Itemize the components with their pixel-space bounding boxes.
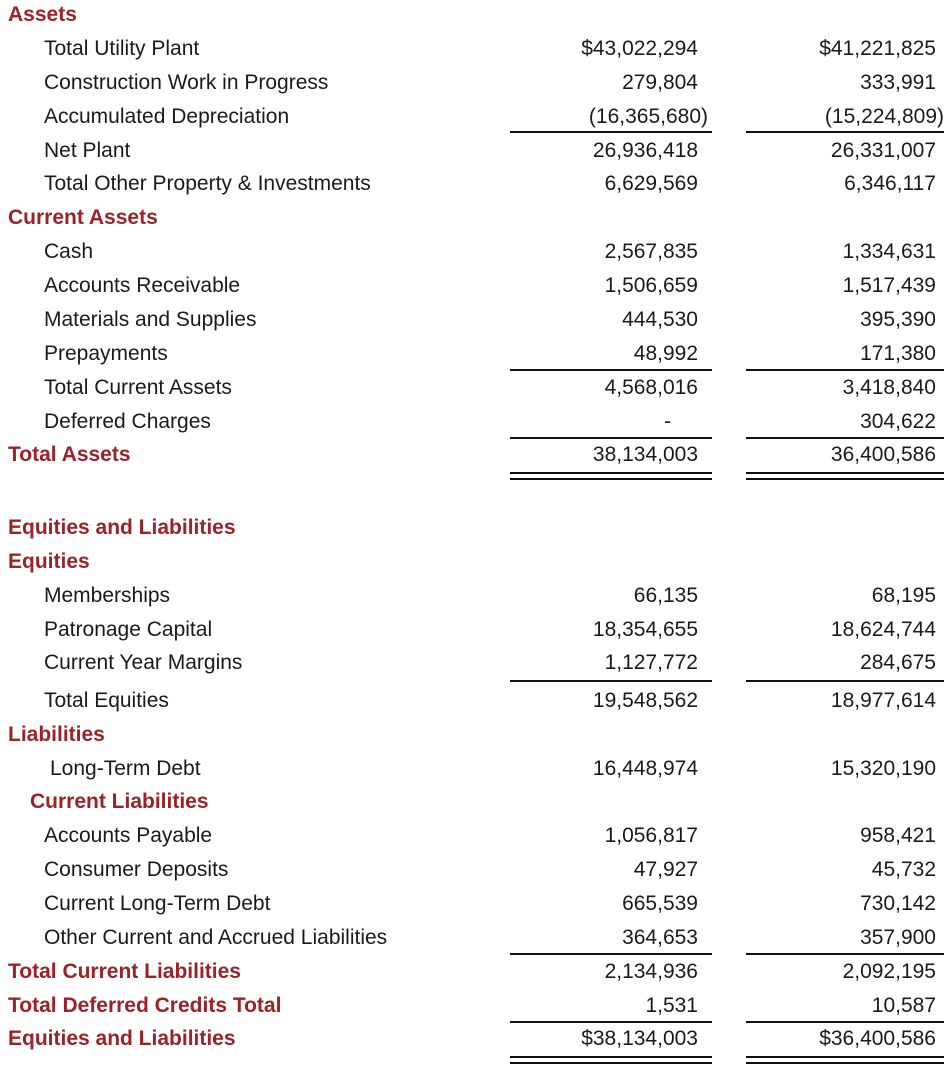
row-label: Total Assets bbox=[8, 443, 131, 466]
section-heading-liabilities bbox=[0, 718, 950, 752]
value-current-year: 665,539 bbox=[622, 892, 698, 915]
row-label: Liabilities bbox=[8, 723, 105, 746]
value-current-year: 16,448,974 bbox=[592, 757, 698, 780]
value-current-year: (16,365,680) bbox=[588, 105, 708, 128]
table-row bbox=[0, 371, 950, 405]
total-double-rule bbox=[510, 472, 712, 480]
value-current-year: 6,629,569 bbox=[604, 172, 698, 195]
value-prior-year: 36,400,586 bbox=[830, 443, 936, 466]
value-current-year: 18,354,655 bbox=[592, 618, 698, 641]
row-label: Deferred Charges bbox=[44, 410, 211, 433]
value-prior-year: $36,400,586 bbox=[819, 1027, 936, 1050]
value-current-year: 1,531 bbox=[645, 994, 698, 1017]
table-row bbox=[0, 579, 950, 613]
total-row bbox=[0, 438, 950, 472]
row-label: Current Assets bbox=[8, 206, 158, 229]
section-heading-assets bbox=[0, 0, 950, 32]
value-prior-year: 730,142 bbox=[860, 892, 936, 915]
section-heading-current-liabilities bbox=[0, 785, 950, 819]
table-row bbox=[0, 235, 950, 269]
value-prior-year: 18,977,614 bbox=[830, 689, 936, 712]
value-prior-year: $41,221,825 bbox=[819, 37, 936, 60]
table-row bbox=[0, 819, 950, 853]
row-label: Prepayments bbox=[44, 342, 168, 365]
value-current-year: $43,022,294 bbox=[581, 37, 698, 60]
value-prior-year: 333,991 bbox=[860, 71, 936, 94]
row-label: Total Deferred Credits Total bbox=[8, 994, 282, 1017]
value-prior-year: 171,380 bbox=[860, 342, 936, 365]
row-label: Total Utility Plant bbox=[44, 37, 200, 60]
total-double-rule bbox=[510, 1056, 712, 1064]
row-label: Current Year Margins bbox=[44, 651, 243, 674]
section-heading-equities-liabilities bbox=[0, 511, 950, 545]
value-prior-year: 284,675 bbox=[860, 651, 936, 674]
value-prior-year: 1,334,631 bbox=[842, 240, 936, 263]
table-row bbox=[0, 167, 950, 201]
total-double-rule bbox=[746, 1056, 944, 1064]
row-label: Construction Work in Progress bbox=[44, 71, 329, 94]
total-row bbox=[0, 989, 950, 1023]
row-label: Long-Term Debt bbox=[50, 757, 201, 780]
table-row bbox=[0, 405, 950, 439]
total-row bbox=[0, 955, 950, 989]
value-current-year: 2,567,835 bbox=[604, 240, 698, 263]
table-row bbox=[0, 887, 950, 921]
value-prior-year: 1,517,439 bbox=[842, 274, 936, 297]
value-prior-year: 26,331,007 bbox=[830, 139, 936, 162]
table-row bbox=[0, 134, 950, 168]
value-prior-year: 15,320,190 bbox=[830, 757, 936, 780]
subtotal-rule bbox=[510, 680, 712, 682]
row-label: Materials and Supplies bbox=[44, 308, 257, 331]
subtotal-rule bbox=[746, 131, 944, 133]
total-row bbox=[0, 1022, 950, 1056]
table-row bbox=[0, 752, 950, 786]
subtotal-rule bbox=[510, 131, 712, 133]
value-current-year: 2,134,936 bbox=[604, 960, 698, 983]
value-prior-year: 10,587 bbox=[871, 994, 936, 1017]
table-row bbox=[0, 337, 950, 371]
table-row bbox=[0, 32, 950, 66]
value-prior-year: 2,092,195 bbox=[842, 960, 936, 983]
value-current-year: - bbox=[664, 410, 671, 433]
row-label: Assets bbox=[8, 3, 77, 26]
section-heading-current-assets bbox=[0, 201, 950, 235]
value-current-year: 19,548,562 bbox=[592, 689, 698, 712]
row-label: Net Plant bbox=[44, 139, 131, 162]
table-row bbox=[0, 269, 950, 303]
value-prior-year: 68,195 bbox=[871, 584, 936, 607]
value-prior-year: 6,346,117 bbox=[844, 172, 936, 195]
table-row bbox=[0, 613, 950, 647]
value-current-year: 1,506,659 bbox=[604, 274, 698, 297]
row-label: Cash bbox=[44, 240, 94, 263]
row-label: Current Liabilities bbox=[30, 790, 209, 813]
row-label: Other Current and Accrued Liabilities bbox=[44, 926, 388, 949]
subtotal-rule bbox=[746, 680, 944, 682]
value-prior-year: 3,418,840 bbox=[842, 376, 936, 399]
row-label: Accounts Receivable bbox=[44, 274, 241, 297]
table-row bbox=[0, 921, 950, 955]
value-current-year: 38,134,003 bbox=[592, 443, 698, 466]
row-label: Accumulated Depreciation bbox=[44, 105, 290, 128]
row-label: Current Long-Term Debt bbox=[44, 892, 271, 915]
section-heading-equities bbox=[0, 545, 950, 579]
value-prior-year: 357,900 bbox=[860, 926, 936, 949]
value-prior-year: 18,624,744 bbox=[830, 618, 936, 641]
row-label: Total Equities bbox=[44, 689, 169, 712]
row-label: Total Current Assets bbox=[44, 376, 232, 399]
table-row bbox=[0, 684, 950, 718]
value-current-year: 26,936,418 bbox=[592, 139, 698, 162]
row-label: Equities and Liabilities bbox=[8, 516, 236, 539]
total-double-rule bbox=[746, 472, 944, 480]
value-current-year: 1,056,817 bbox=[604, 824, 698, 847]
value-current-year: 279,804 bbox=[622, 71, 698, 94]
row-label: Equities and Liabilities bbox=[8, 1027, 236, 1050]
value-current-year: $38,134,003 bbox=[581, 1027, 698, 1050]
table-row bbox=[0, 100, 950, 134]
value-current-year: 66,135 bbox=[633, 584, 698, 607]
row-label: Total Other Property & Investments bbox=[44, 172, 371, 195]
value-prior-year: 958,421 bbox=[860, 824, 936, 847]
row-label: Equities bbox=[8, 550, 90, 573]
row-label: Total Current Liabilities bbox=[8, 960, 241, 983]
value-current-year: 364,653 bbox=[622, 926, 698, 949]
row-label: Memberships bbox=[44, 584, 171, 607]
row-label: Accounts Payable bbox=[44, 824, 213, 847]
value-prior-year: (15,224,809) bbox=[824, 105, 944, 128]
value-prior-year: 45,732 bbox=[871, 858, 936, 881]
table-row bbox=[0, 646, 950, 680]
value-current-year: 1,127,772 bbox=[604, 651, 698, 674]
table-row bbox=[0, 66, 950, 100]
table-row bbox=[0, 303, 950, 337]
table-row bbox=[0, 853, 950, 887]
value-current-year: 4,568,016 bbox=[604, 376, 698, 399]
value-prior-year: 395,390 bbox=[860, 308, 936, 331]
row-label: Consumer Deposits bbox=[44, 858, 229, 881]
value-current-year: 48,992 bbox=[633, 342, 698, 365]
value-prior-year: 304,622 bbox=[860, 410, 936, 433]
row-label: Patronage Capital bbox=[44, 618, 213, 641]
value-current-year: 47,927 bbox=[633, 858, 698, 881]
value-current-year: 444,530 bbox=[622, 308, 698, 331]
